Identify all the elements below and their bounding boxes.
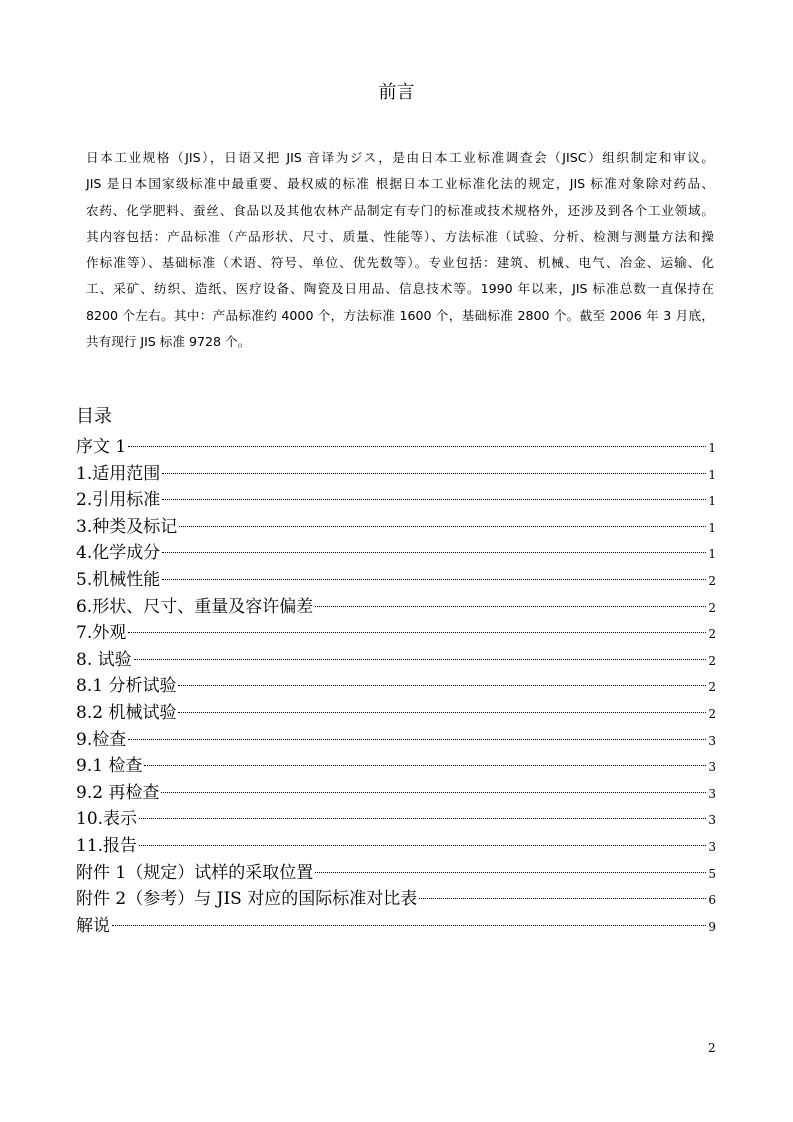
toc-entry-page: 6 bbox=[708, 893, 716, 908]
intro-line: 作标准等）、基础标准（术语、符号、单位、优先数等）。专业包括：建筑、机械、电气、冶金、运输、化 bbox=[86, 255, 714, 271]
toc-leader-dots bbox=[315, 872, 706, 873]
toc-entry[interactable] bbox=[76, 831, 716, 858]
toc-entry-page: 2 bbox=[708, 680, 716, 695]
toc-entry-label: 3.种类及标记 bbox=[76, 516, 178, 537]
toc-entry-page: 1 bbox=[708, 547, 716, 562]
toc-leader-dots bbox=[112, 925, 706, 926]
toc-entry-label: 解说 bbox=[76, 915, 110, 936]
toc-leader-dots bbox=[128, 446, 706, 447]
toc-entry[interactable] bbox=[76, 538, 716, 565]
toc-entry-label: 1.适用范围 bbox=[76, 463, 161, 484]
toc-entry-label: 序文 1 bbox=[76, 437, 127, 457]
toc-leader-dots bbox=[161, 792, 706, 793]
toc-leader-dots bbox=[128, 739, 706, 740]
toc-entry[interactable] bbox=[76, 565, 716, 592]
toc-leader-dots bbox=[419, 898, 706, 899]
toc-entry-label: 附件 2（参考）与 JIS 对应的国际标准对比表 bbox=[76, 889, 418, 910]
intro-line: 工、采矿、纺织、造纸、医疗设备、陶瓷及日用品、信息技术等。1990 年以来，JIS 标准总数一直保持在 bbox=[86, 281, 714, 297]
toc-entry-page: 1 bbox=[708, 467, 716, 482]
toc-entry[interactable] bbox=[76, 645, 716, 672]
toc-entry-label: 5.机械性能 bbox=[76, 569, 161, 590]
toc-entry-page: 2 bbox=[708, 600, 716, 615]
toc-entry-label: 6.形状、尺寸、重量及容许偏差 bbox=[76, 596, 314, 617]
toc-leader-dots bbox=[315, 606, 706, 607]
toc-entry-page: 2 bbox=[708, 627, 716, 642]
toc-entry[interactable] bbox=[76, 884, 716, 911]
toc-leader-dots bbox=[144, 765, 706, 766]
toc-entry[interactable] bbox=[76, 671, 716, 698]
toc-leader-dots bbox=[139, 845, 706, 846]
toc-entry-label: 4.化学成分 bbox=[76, 543, 161, 564]
toc-leader-dots bbox=[139, 818, 706, 819]
toc-entry-page: 1 bbox=[708, 494, 716, 509]
toc-entry[interactable] bbox=[76, 512, 716, 539]
toc-entry[interactable] bbox=[76, 911, 716, 938]
toc-entry-label: 2.引用标准 bbox=[76, 490, 161, 511]
table-of-contents bbox=[76, 432, 716, 937]
toc-entry[interactable] bbox=[76, 485, 716, 512]
toc-entry-page: 5 bbox=[708, 866, 716, 881]
intro-line: JIS 是日本国家级标准中最重要、最权威的标准 根据日本工业标准化法的规定，JIS 标准对象除对药品、 bbox=[86, 176, 714, 192]
toc-entry-label: 8. 试验 bbox=[76, 649, 132, 670]
toc-leader-dots bbox=[179, 526, 706, 527]
toc-entry[interactable] bbox=[76, 459, 716, 486]
toc-entry-label: 7.外观 bbox=[76, 623, 127, 644]
toc-entry[interactable] bbox=[76, 698, 716, 725]
toc-leader-dots bbox=[162, 499, 706, 500]
toc-entry-label: 9.2 再检查 bbox=[76, 782, 160, 803]
toc-leader-dots bbox=[128, 632, 706, 633]
toc-entry-page: 3 bbox=[708, 839, 716, 854]
toc-entry-page: 3 bbox=[708, 813, 716, 828]
intro-paragraph bbox=[86, 145, 714, 355]
toc-leader-dots bbox=[134, 659, 707, 660]
toc-entry-label: 附件 1（规定）试样的采取位置 bbox=[76, 862, 314, 883]
toc-entry[interactable] bbox=[76, 858, 716, 885]
toc-entry-label: 10.表示 bbox=[76, 809, 138, 830]
toc-entry-page: 1 bbox=[708, 520, 716, 535]
toc-entry-page: 2 bbox=[708, 653, 716, 668]
toc-entry[interactable] bbox=[76, 804, 716, 831]
toc-entry[interactable] bbox=[76, 751, 716, 778]
toc-entry-label: 9.检查 bbox=[76, 729, 127, 750]
intro-line: 8200 个左右。其中：产品标准约 4000 个，方法标准 1600 个，基础标准 2800 个。截至 2006 年 3 月底， bbox=[86, 307, 714, 323]
intro-line: 农药、化学肥料、蚕丝、食品以及其他农林产品制定有专门的标准或技术规格外，还涉及到各个工业领域。 bbox=[86, 202, 714, 218]
toc-leader-dots bbox=[162, 552, 706, 553]
toc-entry[interactable] bbox=[76, 592, 716, 619]
toc-leader-dots bbox=[178, 685, 706, 686]
page-number: 2 bbox=[708, 1041, 716, 1055]
toc-leader-dots bbox=[162, 473, 706, 474]
toc-entry-page: 9 bbox=[708, 919, 716, 934]
toc-entry[interactable] bbox=[76, 725, 716, 752]
toc-entry-page: 3 bbox=[708, 733, 716, 748]
intro-line: 日本工业规格（JIS），日语又把 JIS 音译为ジス，是由日本工业标准调查会（JISC）组织制定和审议。 bbox=[86, 150, 714, 165]
toc-entry-page: 2 bbox=[708, 706, 716, 721]
intro-line: 共有现行 JIS 标准 9728 个。 bbox=[86, 334, 251, 350]
toc-entry-page: 1 bbox=[708, 441, 716, 455]
toc-entry-page: 3 bbox=[708, 786, 716, 801]
toc-entry[interactable] bbox=[76, 618, 716, 645]
toc-entry-page: 2 bbox=[708, 573, 716, 588]
toc-entry-page: 3 bbox=[708, 760, 716, 775]
toc-leader-dots bbox=[178, 712, 706, 713]
toc-entry[interactable] bbox=[76, 432, 716, 459]
toc-entry-label: 8.1 分析试验 bbox=[76, 676, 177, 697]
toc-leader-dots bbox=[162, 579, 706, 580]
toc-heading: 目录 bbox=[76, 406, 112, 427]
toc-entry-label: 9.1 检查 bbox=[76, 756, 143, 777]
toc-entry-label: 11.报告 bbox=[76, 835, 138, 856]
toc-entry-label: 8.2 机械试验 bbox=[76, 702, 177, 723]
page-title: 前言 bbox=[378, 82, 415, 103]
intro-line: 其内容包括：产品标准（产品形状、尺寸、质量、性能等）、方法标准（试验、分析、检测与测量方法和操 bbox=[86, 228, 714, 244]
toc-entry[interactable] bbox=[76, 778, 716, 805]
